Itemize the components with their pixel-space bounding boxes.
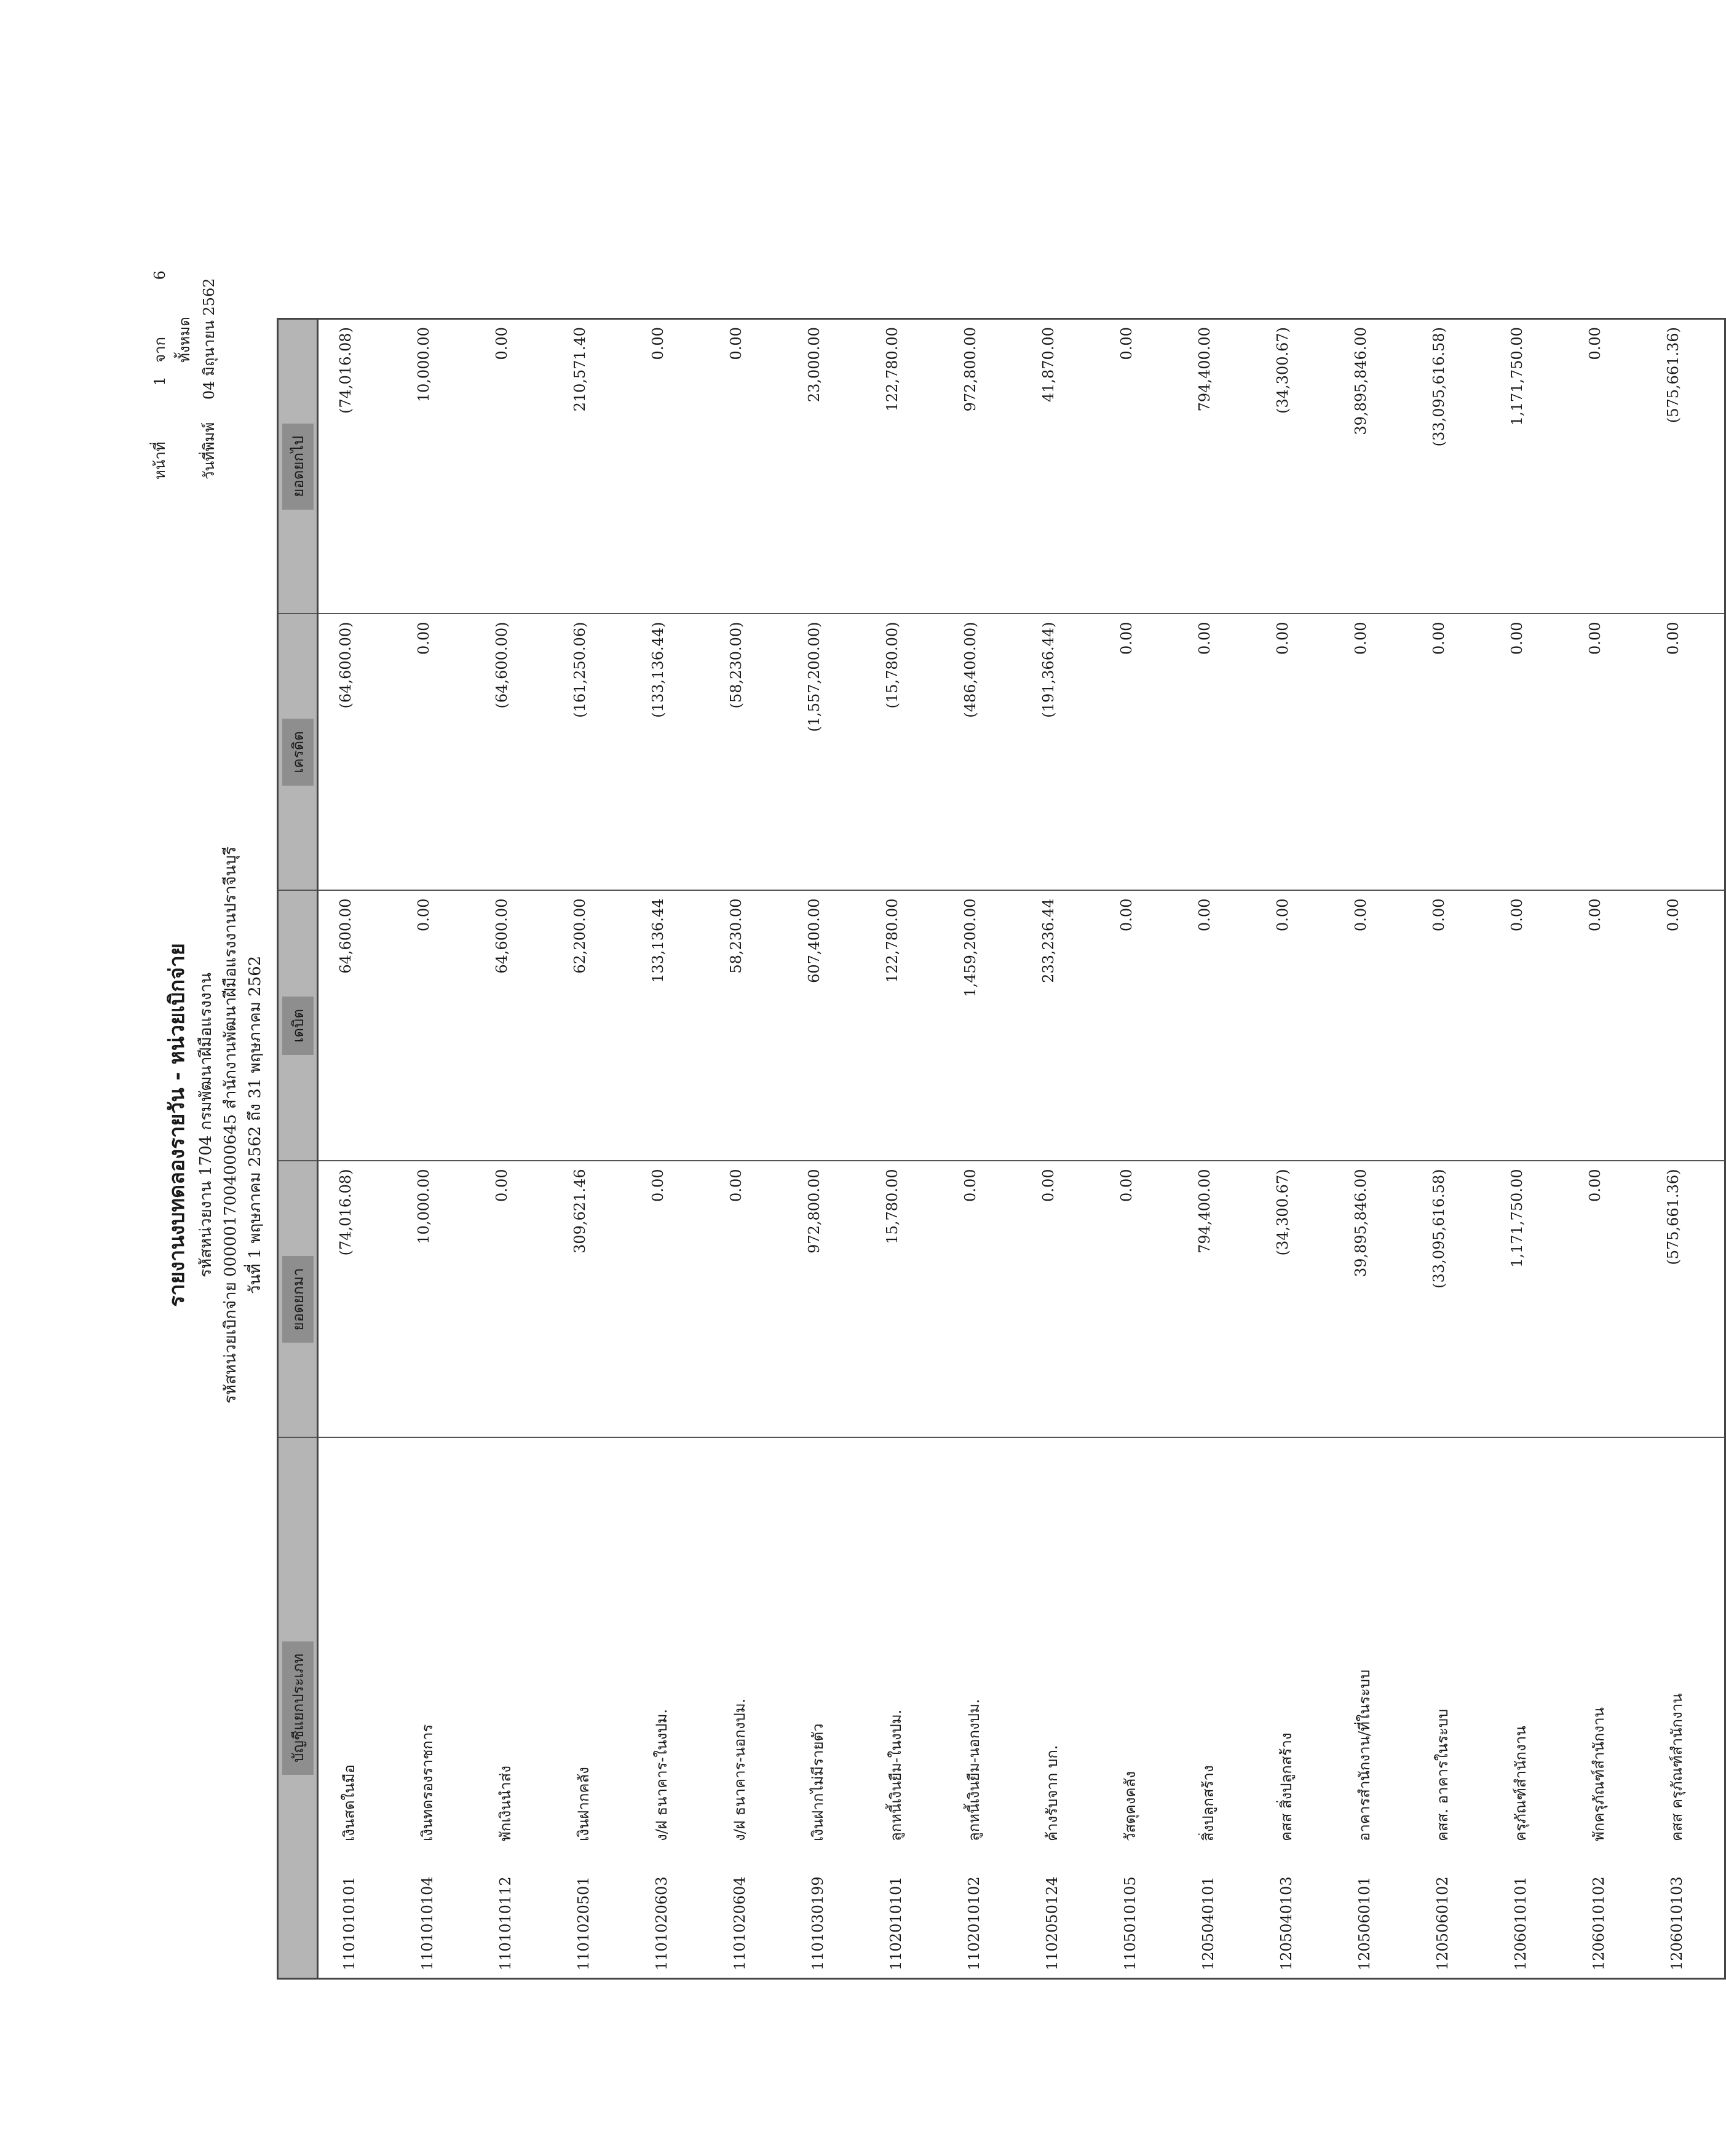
credit-cell: 0.00 <box>1178 614 1256 891</box>
account-name: ลูกหนี้เงินยืม-นอกงปม. <box>965 1699 983 1841</box>
agency-line: รหัสหน่วยงาน 1704 กรมพัฒนาฝีมือแรงงาน <box>197 973 215 1277</box>
account-name: อาคารสำนักงาน/ที่ในระบบ <box>1356 1669 1373 1841</box>
table-row <box>943 319 1021 1979</box>
debit-cell: 0.00 <box>397 891 475 1161</box>
account-code: 1101010104 <box>419 1876 436 1970</box>
debit-cell: 58,230.00 <box>709 891 787 1161</box>
brought-forward-cell: 309,621.46 <box>553 1161 631 1438</box>
carried-forward-cell: 122,780.00 <box>865 319 943 614</box>
account-cell <box>943 1438 1021 1979</box>
brought-forward-cell: 0.00 <box>943 1161 1021 1438</box>
debit-cell: 133,136.44 <box>631 891 709 1161</box>
account-code: 1206010103 <box>1668 1876 1685 1970</box>
debit-cell: 0.00 <box>1568 891 1646 1161</box>
debit-cell: 62,200.00 <box>553 891 631 1161</box>
account-cell <box>709 1438 787 1979</box>
account-code: 1102010102 <box>965 1876 983 1970</box>
debit-cell: 122,780.00 <box>865 891 943 1161</box>
credit-cell: 0.00 <box>1334 614 1412 891</box>
table-row <box>1178 319 1256 1979</box>
table-row <box>1646 319 1725 1979</box>
table-row <box>1099 319 1178 1979</box>
brought-forward-cell: (575,661.36) <box>1646 1161 1725 1438</box>
account-cell <box>475 1438 553 1979</box>
carried-forward-cell: 1,171,750.00 <box>1490 319 1568 614</box>
carried-forward-cell: (33,095,616.58) <box>1412 319 1490 614</box>
brought-forward-cell: 0.00 <box>1099 1161 1178 1438</box>
disbursement-unit-line: รหัสหน่วยเบิกจ่าย 0000017004000645 สำนักงานพัฒนาฝีมือแรงงานปราจีนบุรี <box>221 846 240 1404</box>
debit-cell: 0.00 <box>1099 891 1178 1161</box>
credit-cell: (161,250.06) <box>553 614 631 891</box>
table-row <box>1568 319 1646 1979</box>
debit-cell: 1,459,200.00 <box>943 891 1021 1161</box>
table-row <box>1490 319 1568 1979</box>
account-name: วัสดุคงคลัง <box>1122 1771 1139 1841</box>
carried-forward-cell: 972,800.00 <box>943 319 1021 614</box>
account-name: เงินฝากไม่มีรายตัว <box>809 1723 826 1841</box>
account-name: ง/ฝ ธนาคาร-นอกงปม. <box>731 1698 748 1841</box>
account-code: 1101020604 <box>731 1876 748 1970</box>
account-name: เงินฝากคลัง <box>575 1767 592 1841</box>
carried-forward-cell: 0.00 <box>709 319 787 614</box>
debit-cell: 0.00 <box>1256 891 1334 1161</box>
column-header-account: บัญชีแยกประเภท <box>278 1438 318 1979</box>
total-pages: 6 <box>151 270 168 280</box>
account-cell <box>865 1438 943 1979</box>
account-cell <box>397 1438 475 1979</box>
account-code: 1101020501 <box>575 1876 592 1970</box>
account-name: สิ่งปลูกสร้าง <box>1200 1765 1217 1841</box>
table-header-row <box>278 319 318 1979</box>
credit-cell: (133,136.44) <box>631 614 709 891</box>
debit-cell: 64,600.00 <box>475 891 553 1161</box>
carried-forward-cell: 39,895,846.00 <box>1334 319 1412 614</box>
account-name: คสส ครุภัณฑ์สำนักงาน <box>1668 1693 1685 1841</box>
brought-forward-cell: (74,016.08) <box>318 1161 397 1438</box>
brought-forward-cell: 794,400.00 <box>1178 1161 1256 1438</box>
account-code: 1205040103 <box>1278 1876 1295 1970</box>
credit-cell: (64,600.00) <box>475 614 553 891</box>
account-name: เงินสดในมือ <box>341 1764 358 1841</box>
carried-forward-cell: 0.00 <box>1568 319 1646 614</box>
brought-forward-cell: 0.00 <box>1021 1161 1099 1438</box>
table-row <box>631 319 709 1979</box>
credit-cell: (15,780.00) <box>865 614 943 891</box>
print-date: 04 มิถุนายน 2562 <box>200 278 218 400</box>
table-row <box>865 319 943 1979</box>
table-row <box>709 319 787 1979</box>
account-code: 1206010102 <box>1590 1876 1607 1970</box>
account-cell <box>1178 1438 1256 1979</box>
carried-forward-cell: 0.00 <box>1099 319 1178 614</box>
account-cell <box>1412 1438 1490 1979</box>
print-date-label: วันที่พิมพ์ <box>200 422 218 480</box>
credit-cell: 0.00 <box>1490 614 1568 891</box>
account-cell <box>1334 1438 1412 1979</box>
carried-forward-cell: 0.00 <box>631 319 709 614</box>
account-code: 1101020603 <box>653 1876 670 1970</box>
brought-forward-cell: 972,800.00 <box>787 1161 865 1438</box>
credit-cell: 0.00 <box>1099 614 1178 891</box>
account-code: 1102010101 <box>887 1876 905 1970</box>
account-cell <box>631 1438 709 1979</box>
page-info <box>148 270 221 480</box>
account-name: พักครุภัณฑ์สำนักงาน <box>1590 1707 1607 1841</box>
debit-cell: 0.00 <box>1334 891 1412 1161</box>
credit-cell: 0.00 <box>1646 614 1725 891</box>
brought-forward-cell: 15,780.00 <box>865 1161 943 1438</box>
account-cell <box>1099 1438 1178 1979</box>
account-cell <box>1490 1438 1568 1979</box>
column-header-brought-forward: ยอดยกมา <box>278 1161 318 1438</box>
carried-forward-cell: 794,400.00 <box>1178 319 1256 614</box>
carried-forward-cell: 41,870.00 <box>1021 319 1099 614</box>
table-row <box>1412 319 1490 1979</box>
debit-cell: 0.00 <box>1490 891 1568 1161</box>
account-code: 1105010105 <box>1122 1876 1139 1970</box>
brought-forward-cell: 39,895,846.00 <box>1334 1161 1412 1438</box>
carried-forward-cell: 0.00 <box>475 319 553 614</box>
account-code: 1206010101 <box>1512 1876 1529 1970</box>
table-row <box>787 319 865 1979</box>
account-cell <box>1256 1438 1334 1979</box>
credit-cell: 0.00 <box>1568 614 1646 891</box>
account-code: 1205060101 <box>1356 1876 1373 1970</box>
of-label: จากทั้งหมด <box>151 317 193 363</box>
account-name: เงินทดรองราชการ <box>419 1724 436 1841</box>
report-title: รายงานงบทดลองรายวัน - หน่วยเบิกจ่าย <box>165 943 189 1307</box>
table-body <box>318 319 1725 1979</box>
table-row <box>397 319 475 1979</box>
debit-cell: 233,236.44 <box>1021 891 1099 1161</box>
carried-forward-cell: (74,016.08) <box>318 319 397 614</box>
page-label: หน้าที่ <box>151 441 168 480</box>
trial-balance-table <box>277 318 1726 1980</box>
brought-forward-cell: (33,095,616.58) <box>1412 1161 1490 1438</box>
debit-cell: 0.00 <box>1178 891 1256 1161</box>
account-name: ง/ฝ ธนาคาร-ในงปม. <box>653 1708 670 1841</box>
carried-forward-cell: (34,300.67) <box>1256 319 1334 614</box>
carried-forward-cell: 10,000.00 <box>397 319 475 614</box>
account-cell <box>553 1438 631 1979</box>
date-range: วันที่ 1 พฤษภาคม 2562 ถึง 31 พฤษภาคม 2562 <box>246 955 264 1295</box>
account-name: ค้างรับจาก บก. <box>1043 1745 1061 1841</box>
table-row <box>1256 319 1334 1979</box>
page-number: 1 <box>151 376 168 386</box>
account-cell <box>1021 1438 1099 1979</box>
brought-forward-cell: 10,000.00 <box>397 1161 475 1438</box>
carried-forward-cell: 23,000.00 <box>787 319 865 614</box>
account-code: 1101030199 <box>809 1876 826 1970</box>
table-row <box>553 319 631 1979</box>
debit-cell: 0.00 <box>1646 891 1725 1161</box>
account-cell <box>787 1438 865 1979</box>
account-cell <box>318 1438 397 1979</box>
column-header-credit: เครดิต <box>278 614 318 891</box>
account-name: ลูกหนี้เงินยืม-ในงปม. <box>887 1709 905 1841</box>
credit-cell: (191,366.44) <box>1021 614 1099 891</box>
carried-forward-cell: (575,661.36) <box>1646 319 1725 614</box>
brought-forward-cell: 1,171,750.00 <box>1490 1161 1568 1438</box>
account-code: 1205040101 <box>1200 1876 1217 1970</box>
credit-cell: (64,600.00) <box>318 614 397 891</box>
credit-cell: 0.00 <box>1412 614 1490 891</box>
brought-forward-cell: 0.00 <box>1568 1161 1646 1438</box>
table-row <box>1334 319 1412 1979</box>
report-sheet <box>148 270 1685 1980</box>
credit-cell: (58,230.00) <box>709 614 787 891</box>
account-code: 1101010112 <box>497 1876 514 1970</box>
brought-forward-cell: 0.00 <box>631 1161 709 1438</box>
debit-cell: 64,600.00 <box>318 891 397 1161</box>
column-header-debit: เดบิต <box>278 891 318 1161</box>
table-row <box>475 319 553 1979</box>
account-name: คสส สิ่งปลูกสร้าง <box>1278 1732 1295 1841</box>
brought-forward-cell: (34,300.67) <box>1256 1161 1334 1438</box>
credit-cell: (486,400.00) <box>943 614 1021 891</box>
account-cell <box>1568 1438 1646 1979</box>
credit-cell: (1,557,200.00) <box>787 614 865 891</box>
account-code: 1101010101 <box>341 1876 358 1970</box>
credit-cell: 0.00 <box>397 614 475 891</box>
debit-cell: 607,400.00 <box>787 891 865 1161</box>
account-code: 1205060102 <box>1434 1876 1451 1970</box>
carried-forward-cell: 210,571.40 <box>553 319 631 614</box>
table-row <box>1021 319 1099 1979</box>
column-header-carried-forward: ยอดยกไป <box>278 319 318 614</box>
account-code: 1102050124 <box>1043 1876 1061 1970</box>
account-name: คสส. อาคารในระบบ <box>1434 1708 1451 1841</box>
account-cell <box>1646 1438 1725 1979</box>
account-name: พักเงินนำส่ง <box>497 1766 514 1841</box>
brought-forward-cell: 0.00 <box>475 1161 553 1438</box>
table-row <box>318 319 397 1979</box>
credit-cell: 0.00 <box>1256 614 1334 891</box>
account-name: ครุภัณฑ์สำนักงาน <box>1512 1726 1529 1841</box>
brought-forward-cell: 0.00 <box>709 1161 787 1438</box>
debit-cell: 0.00 <box>1412 891 1490 1161</box>
